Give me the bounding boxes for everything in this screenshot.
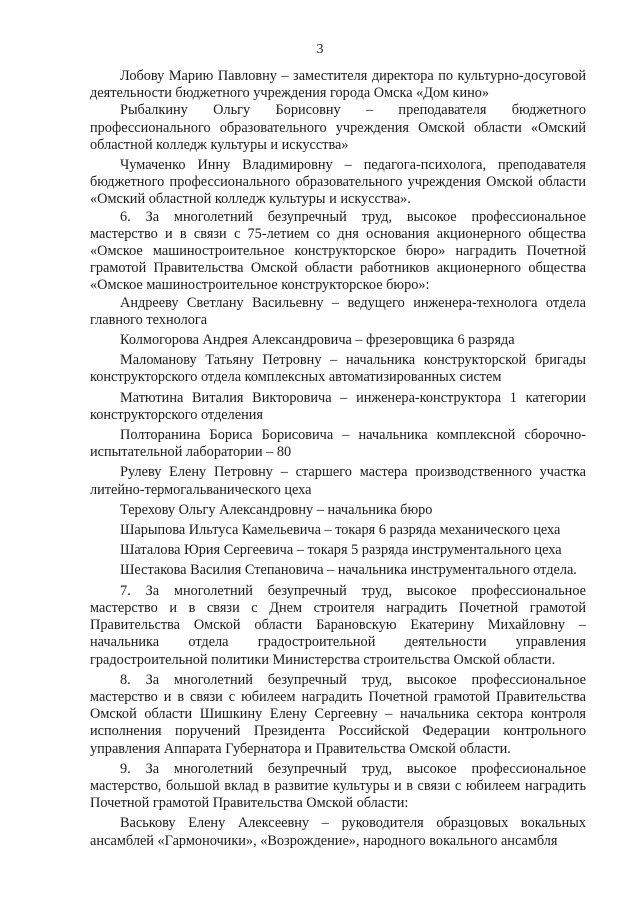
paragraph-lobova: Лобову Марию Павловну – заместителя директора по культурно-досуговой деятельности бюджетного учреждения города Омска «Дом кино» — [90, 68, 586, 102]
paragraph-malomanova: Маломанову Татьяну Петровну – начальника конструкторской бригады конструкторского отдела комплексных автоматизированных систем — [90, 352, 586, 386]
paragraph-sharypov: Шарыпова Ильтуса Камельевича – токаря 6 разряда механического цеха — [120, 522, 561, 539]
paragraph-kolmogorov: Колмогорова Андрея Александровича – фрезеровщика 6 разряда — [120, 332, 515, 349]
paragraph-chumachenko: Чумаченко Инну Владимировну – педагога-психолога, преподавателя бюджетного профессионального образовательного учреждения Омской области «Омский областной колледж культуры и искусства». — [90, 157, 586, 208]
paragraph-item-8: 8. За многолетний безупречный труд, высокое профессиональное мастерство и в связи с юбилеем наградить Почетной грамотой Правительства Омской области Шишкину Елену Сергеевну – начальника сектора контроля исполнения поручений Президента Российской Федерации контрольного управления Аппарата Губернатора и Правительства Омской области. — [90, 671, 586, 757]
paragraph-matyutin: Матютина Виталия Викторовича – инженера-конструктора 1 категории конструкторского отделения — [90, 389, 586, 423]
paragraph-andreeva: Андрееву Светлану Васильевну – ведущего инженера-технолога отдела главного технолога — [90, 294, 586, 328]
paragraph-item-7: 7. За многолетний безупречный труд, высокое профессиональное мастерство и в связи с Днем строителя наградить Почетной грамотой Правительства Омской области Барановскую Екатерину Михайловну – начальника отдела градостроительной деятельности управления градостроительной политики Министерства строительства Омской области. — [90, 582, 586, 668]
document-body — [90, 68, 586, 850]
paragraph-shestakov: Шестакова Василия Степановича – начальника инструментального отдела. — [120, 562, 577, 579]
paragraph-shatalov: Шаталова Юрия Сергеевича – токаря 5 разряда инструментального цеха — [120, 542, 562, 559]
paragraph-ruleva: Рулеву Елену Петровну – старшего мастера производственного участка литейно-термогальванического цеха — [90, 464, 586, 498]
paragraph-rybalkina: Рыбалкину Ольгу Борисовну – преподавателя бюджетного профессионального образовательного учреждения Омской области «Омский областной колледж культуры и искусства» — [90, 102, 586, 153]
page-number: 3 — [316, 42, 324, 57]
paragraph-item-6: 6. За многолетний безупречный труд, высокое профессиональное мастерство и в связи с 75-летием со дня основания акционерного общества «Омское машиностроительное конструкторское бюро» наградить Почетной грамотой Правительства Омской области работников акционерного общества «Омское машиностроительное конструкторское бюро»: — [90, 208, 586, 294]
paragraph-terekhova: Терехову Ольгу Александровну – начальника бюро — [120, 501, 433, 518]
paragraph-item-9: 9. За многолетний безупречный труд, высокое профессиональное мастерство, большой вклад в развитие культуры и в связи с юбилеем наградить Почетной грамотой Правительства Омской области: — [90, 760, 586, 812]
paragraph-vaskova: Васькову Елену Алексеевну – руководителя образцовых вокальных ансамблей «Гармоночики», «Возрождение», народного вокального ансамбля — [90, 815, 586, 849]
paragraph-poltoranin: Полторанина Бориса Борисовича – начальника комплексной сборочно-испытательной лаборатории – 80 — [90, 427, 586, 461]
